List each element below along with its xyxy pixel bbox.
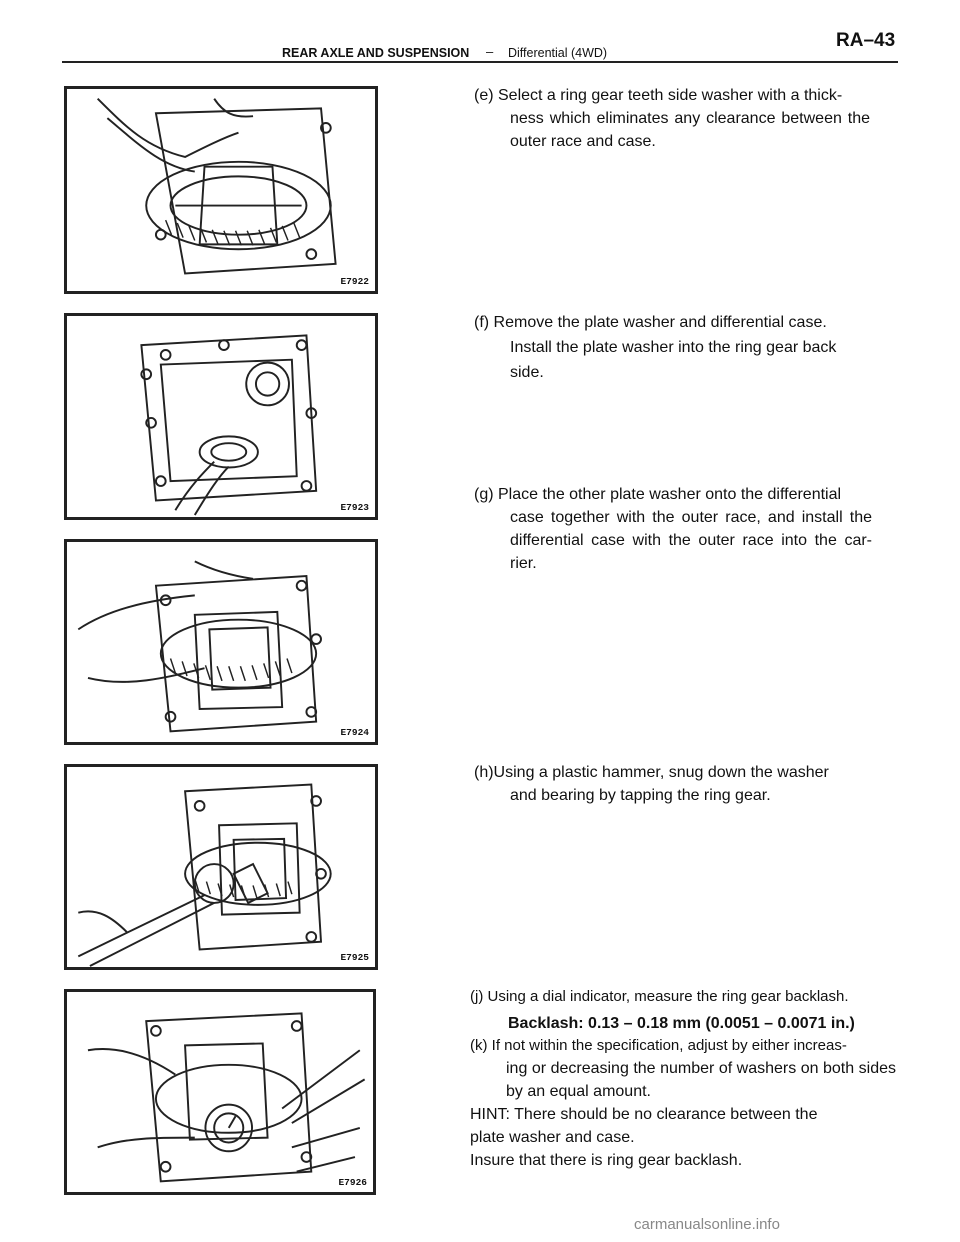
differential-case-install-illustration [67,542,375,742]
figure-code: E7923 [340,502,369,513]
step-k-first-line: (k) If not within the specification, adjust by either increas- [470,1037,847,1054]
header-section-title: REAR AXLE AND SUSPENSION [282,46,470,60]
step-j [470,985,896,1035]
step-h-first-line: (h)Using a plastic hammer, snug down the washer [474,764,829,781]
step-f-continuation: Install the plate washer into the ring gear back side. [510,339,837,381]
step-f [474,310,870,385]
figure-code: E7925 [340,952,369,963]
step-g-first-line: (g) Place the other plate washer onto the differential [474,486,842,503]
step-g-continuation: case together with the outer race, and install the differential case with the outer race into the car- rier. [510,509,872,572]
page-number: RA–43 [836,30,896,51]
header-separator: – [486,44,494,59]
footer-watermark: carmanualsonline.info [634,1216,780,1233]
step-e-first-line: (e) Select a ring gear teeth side washer with a thick- [474,87,843,104]
hint-line-3: Insure that there is ring gear backlash. [470,1152,743,1169]
hint [470,1103,896,1172]
figure-e7925 [64,764,378,970]
backlash-spec: Backlash: 0.13 – 0.18 mm (0.0051 – 0.0071 in.) [508,1015,855,1032]
hint-line-1: HINT: There should be no clearance between the [470,1106,818,1123]
step-k [470,1034,896,1103]
plastic-hammer-illustration [67,767,375,967]
step-h [474,761,870,807]
step-j-first-line: (j) Using a dial indicator, measure the ring gear backlash. [470,988,849,1005]
figure-code: E7924 [340,727,369,738]
figure-e7924 [64,539,378,745]
figure-e7926 [64,989,376,1195]
step-g [474,483,872,575]
figure-code: E7922 [340,276,369,287]
hint-line-2: plate washer and case. [470,1129,635,1146]
step-f-first-line: (f) Remove the plate washer and differential case. [474,314,827,331]
dial-indicator-backlash-illustration [67,992,373,1192]
page-header [0,0,960,64]
figure-code: E7926 [338,1177,367,1188]
plate-washer-install-illustration [67,316,375,517]
header-subsection-title: Differential (4WD) [508,46,608,60]
step-e [474,84,870,153]
ring-gear-washer-illustration [67,89,375,291]
figure-e7923 [64,313,378,520]
step-e-continuation: ness which eliminates any clearance between the outer race and case. [510,110,870,150]
header-rule [62,61,898,63]
step-h-continuation: and bearing by tapping the ring gear. [510,787,771,804]
figure-e7922 [64,86,378,294]
step-k-continuation: ing or decreasing the number of washers on both sides by an equal amount. [506,1060,896,1100]
